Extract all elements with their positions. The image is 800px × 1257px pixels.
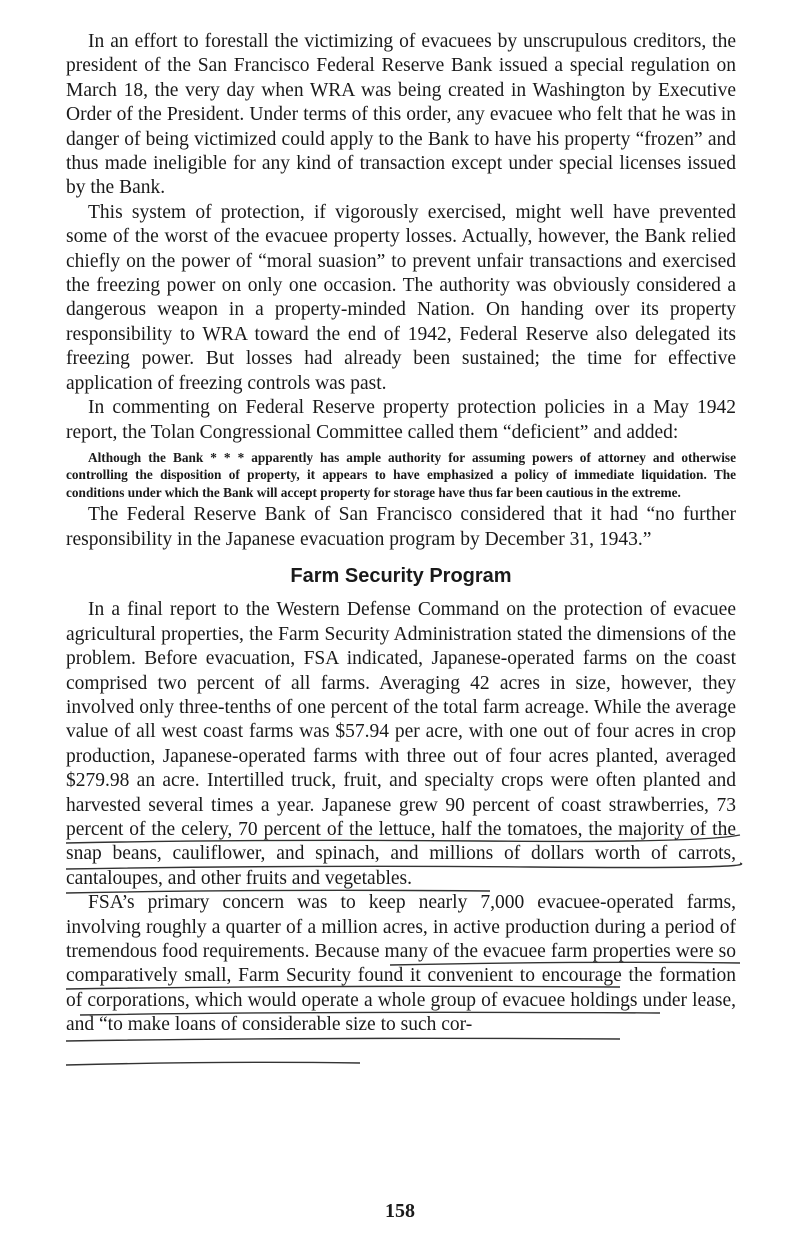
block-quote: Although the Bank * * * apparently has ample authority for assuming powers of attorney and otherwise controlling the disposition of property, it appears to have emphasized a policy of immediate liquidation. The conditions under which the Bank will accept property for storage have thus far been cautious in the extreme. <box>66 449 736 500</box>
section-heading: Farm Security Program <box>290 564 512 587</box>
paragraph-freezing-regulation: In an effort to forestall the victimizing of evacuees by unscrupulous creditors, the president of the San Francisco Federal Reserve Bank issued a special regulation on March 18, the very day when WRA was being created in Washington by Executive Order of the President. Under terms of this order, any evacuee who felt that he was in danger of being victimized could apply to the Bank to have his property “frozen” and thus made ineligible for any kind of transaction except under special licenses issued by the Bank. <box>66 31 736 199</box>
paragraph-fsa-report: In a final report to the Western Defense Command on the protection of evacuee agricultural properties, the Farm Security Administration stated the dimensions of the problem. Before evacuation, FSA indicated, Japanese-operated farms on the coast comprised two percent of all farms. Averaging 42 acres in size, however, they involved only three-tenths of one percent of the total farm acreage. While the average value of all west coast farms was $57.94 per acre, with one out of four acres in crop production, Japanese-operated farms with three out of four acres planted, averaged $279.98 an acre. Intertilled truck, fruit, and specialty crops were often planted and harvested several times a year. Japanese grew 90 percent of coast strawberries, 73 percent of the celery, 70 percent of the lettuce, half the tomatoes, the majority of the snap beans, cauliflower, and spinach, and millions of dollars worth of carrots, cantaloupes, and other fruits and vegetables. <box>66 599 736 889</box>
page-number: 158 <box>385 1200 415 1222</box>
paragraph-tolan-committee: In commenting on Federal Reserve property protection policies in a May 1942 report, the Tolan Congressional Committee called them “deficient” and added: <box>66 397 736 443</box>
paragraph-federal-reserve: The Federal Reserve Bank of San Francisco considered that it had “no further responsibility in the Japanese evacuation program by December 31, 1943.” <box>66 504 736 550</box>
paragraph-moral-suasion: This system of protection, if vigorously exercised, might well have prevented some of the worst of the evacuee property losses. Actually, however, the Bank relied chiefly on the power of “moral suasion” to prevent unfair transactions and exercised the freezing power on only one occasion. The authority was obviously considered a dangerous weapon in a property-minded Nation. On handing over its property responsibility to WRA toward the end of 1942, Federal Reserve also delegated its freezing power. But losses had already been sustained; the time for effective application of freezing controls was past. <box>66 201 736 394</box>
paragraph-fsa-concern: FSA’s primary concern was to keep nearly 7,000 evacuee-operated farms, involving roughly a quarter of a million acres, in active production during a period of tremendous food requirements. Because many of the evacuee farm properties were so comparatively small, Farm Security found it convenient to encourage the formation of corporations, which would operate a whole group of evacuee holdings under lease, and “to make loans of considerable size to such cor- <box>66 892 736 1036</box>
text-column <box>66 30 736 1038</box>
